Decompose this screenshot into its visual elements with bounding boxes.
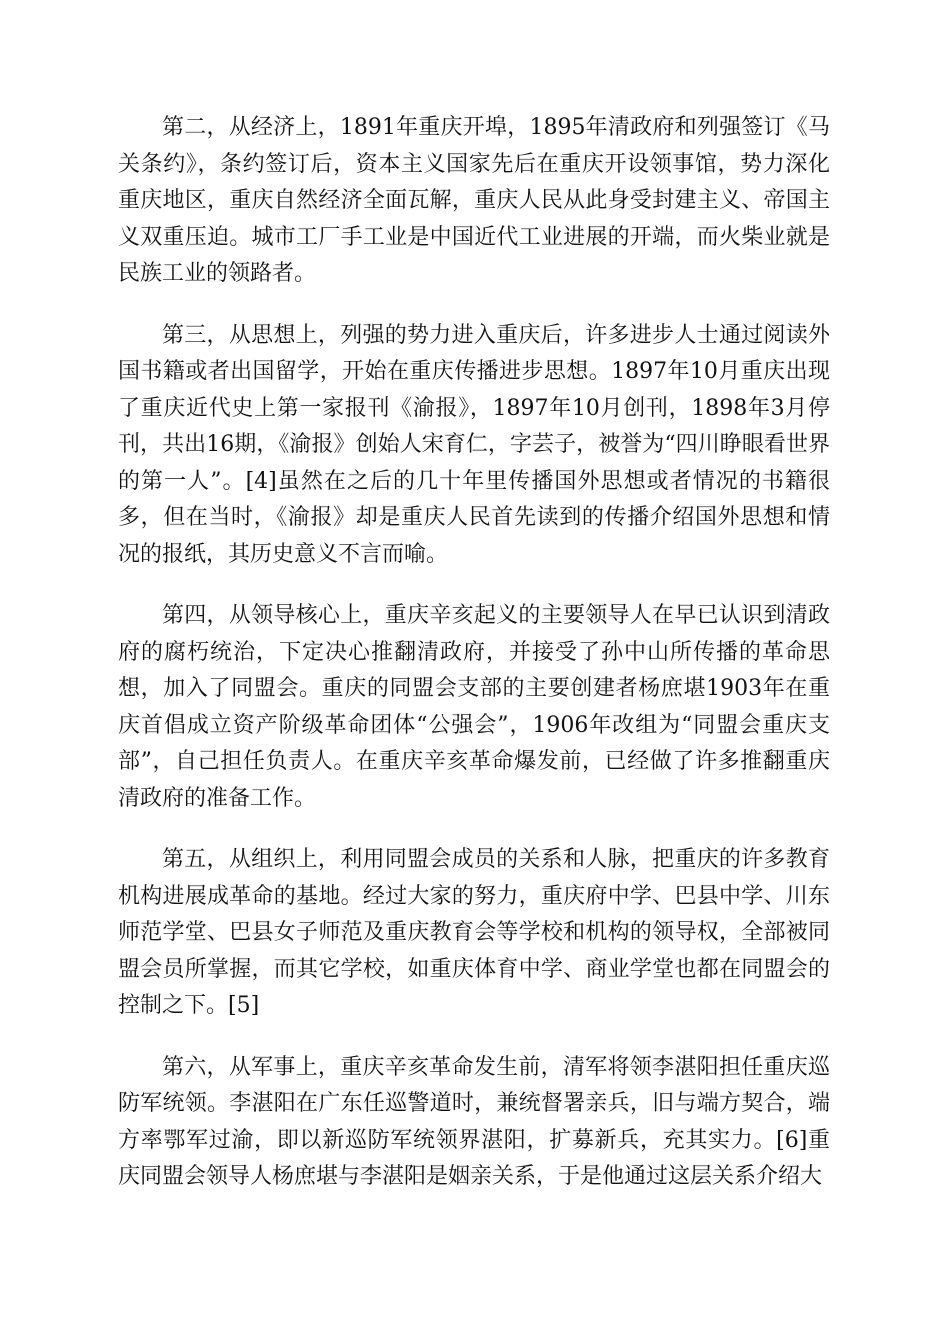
paragraph-leadership: 第四，从领导核心上，重庆辛亥起义的主要领导人在早已认识到清政府的腐朽统治，下定决心推翻清政府，并接受了孙中山所传播的革命思想，加入了同盟会。重庆的同盟会支部的主要创建者杨庶堪1903年在重庆首倡成立资产阶级革命团体“公强会”，1906年改组为“同盟会重庆支部”，自己担任负责人。在重庆辛亥革命爆发前，已经做了许多推翻重庆清政府的准备工作。 — [118, 603, 830, 811]
paragraph-organization: 第五，从组织上，利用同盟会成员的关系和人脉，把重庆的许多教育机构进展成革命的基地。经过大家的努力，重庆府中学、巴县中学、川东师范学堂、巴县女子师范及重庆教育会等学校和机构的领导权，全部被同盟会员所掌握，而其它学校，如重庆体育中学、商业学堂也都在同盟会的控制之下。[5] — [118, 847, 830, 1018]
paragraph-thought: 第三，从思想上，列强的势力进入重庆后，许多进步人士通过阅读外国书籍或者出国留学，开始在重庆传播进步思想。1897年10月重庆出现了重庆近代史上第一家报刊《渝报》，1897年10月创刊，1898年3月停刊，共出16期，《渝报》创始人宋育仁，字芸子，被誉为“四川睁眼看世界的第一人”。[4]虽然在之后的几十年里传播国外思想或者情况的书籍很多，但在当时，《渝报》却是重庆人民首先读到的传播介绍国外思想和情况的报纸，其历史意义不言而喻。 — [118, 322, 830, 567]
paragraph-military: 第六，从军事上，重庆辛亥革命发生前，清军将领李湛阳担任重庆巡防军统领。李湛阳在广东任巡警道时，兼统督署亲兵，旧与端方契合，端方率鄂军过渝，即以新巡防军统领界湛阳，扩募新兵，充其实力。[6]重庆同盟会领导人杨庶堪与李湛阳是姻亲关系，于是他通过这层关系介绍大 — [118, 1054, 830, 1189]
document-body — [118, 110, 830, 1221]
paragraph-economy: 第二，从经济上，1891年重庆开埠，1895年清政府和列强签订《马关条约》，条约签订后，资本主义国家先后在重庆开设领事馆，势力深化重庆地区，重庆自然经济全面瓦解，重庆人民从此身受封建主义、帝国主义双重压迫。城市工厂手工业是中国近代工业进展的开端，而火柴业就是民族工业的领路者。 — [118, 115, 830, 286]
